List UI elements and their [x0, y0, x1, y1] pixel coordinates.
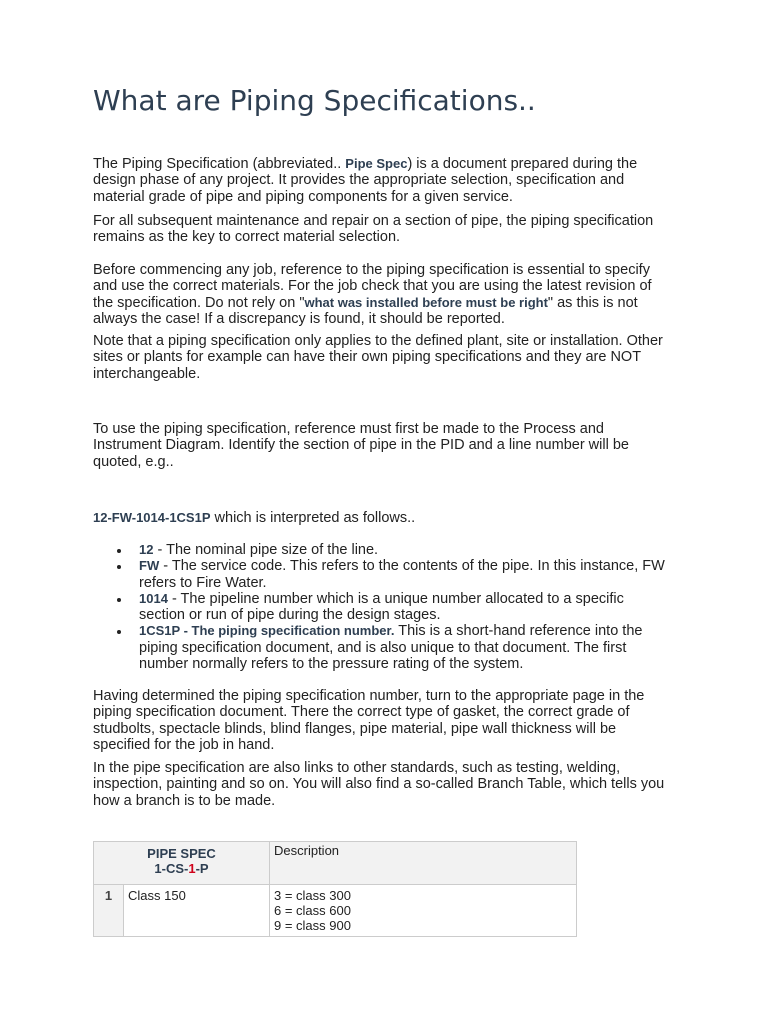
list-item [139, 558, 673, 591]
line-number-breakdown-list [93, 542, 673, 672]
header-code-suffix: -P [195, 861, 209, 876]
pipe-spec-header-code [95, 861, 268, 876]
use-paragraph: To use the piping specification, reference must first be made to the Process and Instrument Diagram. Identify the section of pipe in the PID and a line number will be quoted, e.g.. [93, 421, 629, 470]
table-row [94, 885, 577, 937]
intro-paragraph [93, 156, 673, 205]
header-code-highlight: 1 [188, 861, 196, 876]
list-item [139, 623, 673, 672]
list-item-desc: - The nominal pipe size of the line. [153, 542, 379, 558]
row-label: Class 150 [124, 885, 270, 937]
determined-paragraph: Having determined the piping specification number, turn to the appropriate page in the piping specification document. There the correct type of gasket, the correct grade of studbolts, spectacle blinds, blind flanges, pipe material, pipe wall thickness will be specified for the job in hand. [93, 688, 645, 753]
list-item [139, 591, 673, 624]
pipe-spec-highlight: Pipe Spec [345, 156, 408, 171]
description-line: 9 = class 900 [274, 918, 351, 933]
description-line: 6 = class 600 [274, 903, 351, 918]
list-item-desc: - The pipeline number which is a unique number allocated to a specific section or run of pipe during the design stages. [139, 590, 624, 624]
installed-before-highlight: what was installed before must be right [304, 294, 548, 310]
example-text: which is interpreted as follows.. [210, 510, 416, 526]
example-line [93, 510, 673, 526]
maintenance-paragraph: For all subsequent maintenance and repair on a section of pipe, the piping specification remains as the key to correct material selection. [93, 213, 654, 246]
pipe-spec-header [94, 842, 270, 885]
description-header: Description [270, 842, 577, 885]
links-paragraph: In the pipe specification are also links to other standards, such as testing, welding, inspection, painting and so on. You will also find a so-called Branch Table, which tells you how a branch is to be made. [93, 760, 665, 809]
description-line: 3 = class 300 [274, 888, 351, 903]
intro-text-after: ) is a document prepared during the design phase of any project. It provides the appropriate selection, specification and material grade of pipe and piping components for a given service. [93, 156, 638, 205]
list-item-desc: - The service code. This refers to the contents of the pipe. In this instance, FW refers to Fire Water. [139, 558, 665, 591]
pipe-spec-table [93, 841, 577, 937]
commence-text-before: Before commencing any job, reference to the piping specification is essential to specify and use the correct materials. For the job check that you are using the latest revision of the specification. Do not rely on " [93, 262, 652, 311]
list-item-term: FW [139, 558, 160, 574]
list-item-term: 1CS1P - The piping specification number. [139, 623, 395, 639]
header-code-prefix: 1-CS- [154, 861, 189, 876]
list-item-term: 12 [139, 542, 154, 557]
list-item-term: 1014 [139, 590, 168, 606]
note-paragraph: Note that a piping specification only applies to the defined plant, site or installation. Other sites or plants for example can have their own piping specifications and they are NOT interchangeable. [93, 333, 663, 382]
table-header-row [94, 842, 577, 885]
line-number-code: 12-FW-1014-1CS1P [93, 510, 211, 525]
row-description [270, 885, 577, 937]
list-item [139, 542, 673, 558]
page-title: What are Piping Specifications.. [93, 84, 536, 117]
pipe-spec-header-label: PIPE SPEC [147, 846, 216, 861]
commence-paragraph [93, 262, 673, 327]
row-number: 1 [94, 885, 124, 937]
intro-text-before: The Piping Specification (abbreviated.. [93, 156, 346, 172]
list-item-desc: This is a short-hand reference into the piping specification document, and is also unique to that document. The first number normally refers to the pressure rating of the system. [139, 623, 643, 673]
commence-text-after: " as this is not always the case! If a discrepancy is found, it should be reported. [93, 294, 638, 327]
